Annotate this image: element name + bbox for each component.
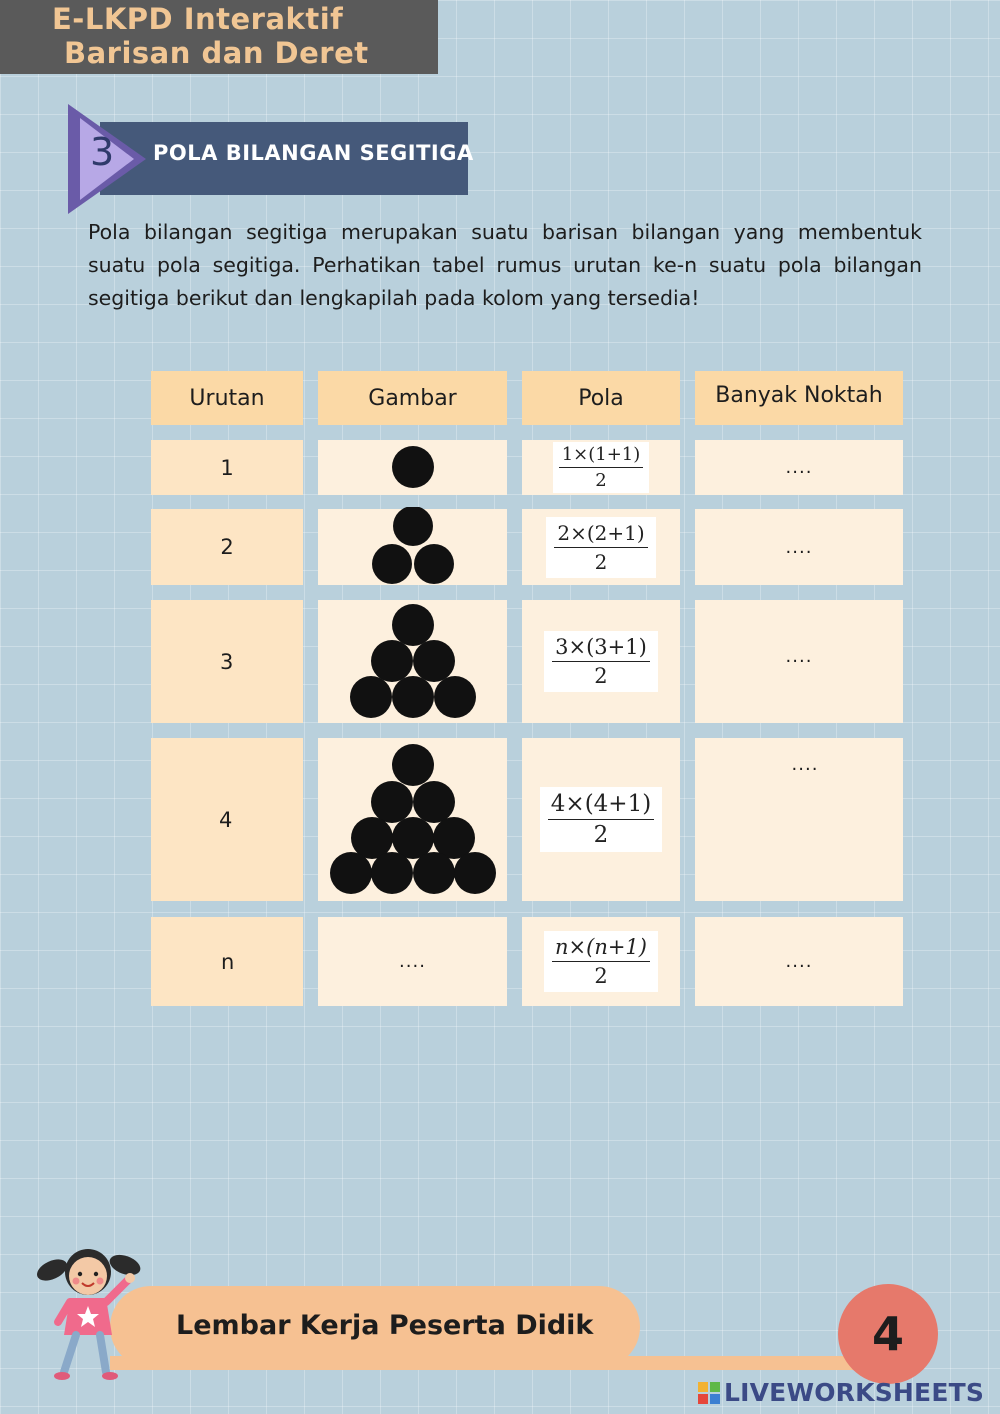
pola-fraction xyxy=(544,931,658,992)
gambar-cell xyxy=(318,600,507,723)
header-gambar: Gambar xyxy=(318,371,507,425)
gambar-cell xyxy=(318,738,507,901)
pola-cell xyxy=(522,917,680,1006)
pola-denominator: 2 xyxy=(594,549,608,574)
urutan-cell: 2 xyxy=(151,509,303,585)
pola-fraction xyxy=(553,442,650,493)
pola-cell xyxy=(522,600,680,723)
noktah-answer-field[interactable]: .... xyxy=(695,440,903,495)
header-pola: Pola xyxy=(522,371,680,425)
gambar-cell xyxy=(318,509,507,585)
header-banyak-noktah: Banyak Noktah xyxy=(695,371,903,425)
dot-pattern-1 xyxy=(383,443,443,493)
pola-cell xyxy=(522,509,680,585)
urutan-cell: 1 xyxy=(151,440,303,495)
pola-cell xyxy=(522,440,680,495)
pola-numerator: 1×(1+1) xyxy=(559,444,644,468)
urutan-cell: n xyxy=(151,917,303,1006)
girl-illustration-icon xyxy=(30,1240,145,1390)
dot-pattern-3 xyxy=(348,603,478,721)
intro-paragraph: Pola bilangan segitiga merupakan suatu barisan bilangan yang membentuk suatu pola segitiga. Perhatikan tabel rumus urutan ke-n suatu pola bilangan segitiga berikut dan lengkapilah pada kolom yang tersedia! xyxy=(88,220,922,310)
liveworksheets-mark-icon xyxy=(698,1382,720,1404)
urutan-cell: 3 xyxy=(151,600,303,723)
pola-denominator: 2 xyxy=(594,664,608,688)
pola-denominator: 2 xyxy=(594,964,608,988)
dot-pattern-2 xyxy=(363,507,463,587)
noktah-answer-field[interactable]: .... xyxy=(695,738,903,901)
header-title-line2: Barisan dan Deret xyxy=(64,36,369,70)
noktah-answer-field[interactable]: .... xyxy=(695,917,903,1006)
page-number: 4 xyxy=(838,1284,938,1384)
gambar-answer-field[interactable]: .... xyxy=(318,917,507,1006)
pola-denominator: 2 xyxy=(595,470,607,491)
pola-numerator: n×(n+1) xyxy=(552,935,650,962)
pola-cell xyxy=(522,738,680,901)
noktah-answer-field[interactable]: .... xyxy=(695,600,903,723)
gambar-cell xyxy=(318,440,507,495)
pola-fraction xyxy=(544,631,658,692)
section-number: 3 xyxy=(90,130,115,174)
noktah-answer-field[interactable]: .... xyxy=(695,509,903,585)
pola-numerator: 2×(2+1) xyxy=(554,521,647,548)
pola-fraction xyxy=(540,787,662,852)
header-title-line1: E-LKPD Interaktif xyxy=(52,2,344,36)
liveworksheets-text: LIVEWORKSHEETS xyxy=(724,1378,985,1407)
pola-fraction xyxy=(546,517,655,578)
dot-pattern-4 xyxy=(325,742,501,897)
pola-denominator: 2 xyxy=(593,822,609,848)
section-title: POLA BILANGAN SEGITIGA xyxy=(153,141,474,165)
pola-numerator: 3×(3+1) xyxy=(552,635,650,662)
urutan-cell: 4 xyxy=(151,738,303,901)
pola-numerator: 4×(4+1) xyxy=(548,791,654,820)
liveworksheets-logo xyxy=(698,1378,984,1407)
header-urutan: Urutan xyxy=(151,371,303,425)
footer-label: Lembar Kerja Peserta Didik xyxy=(176,1310,594,1341)
